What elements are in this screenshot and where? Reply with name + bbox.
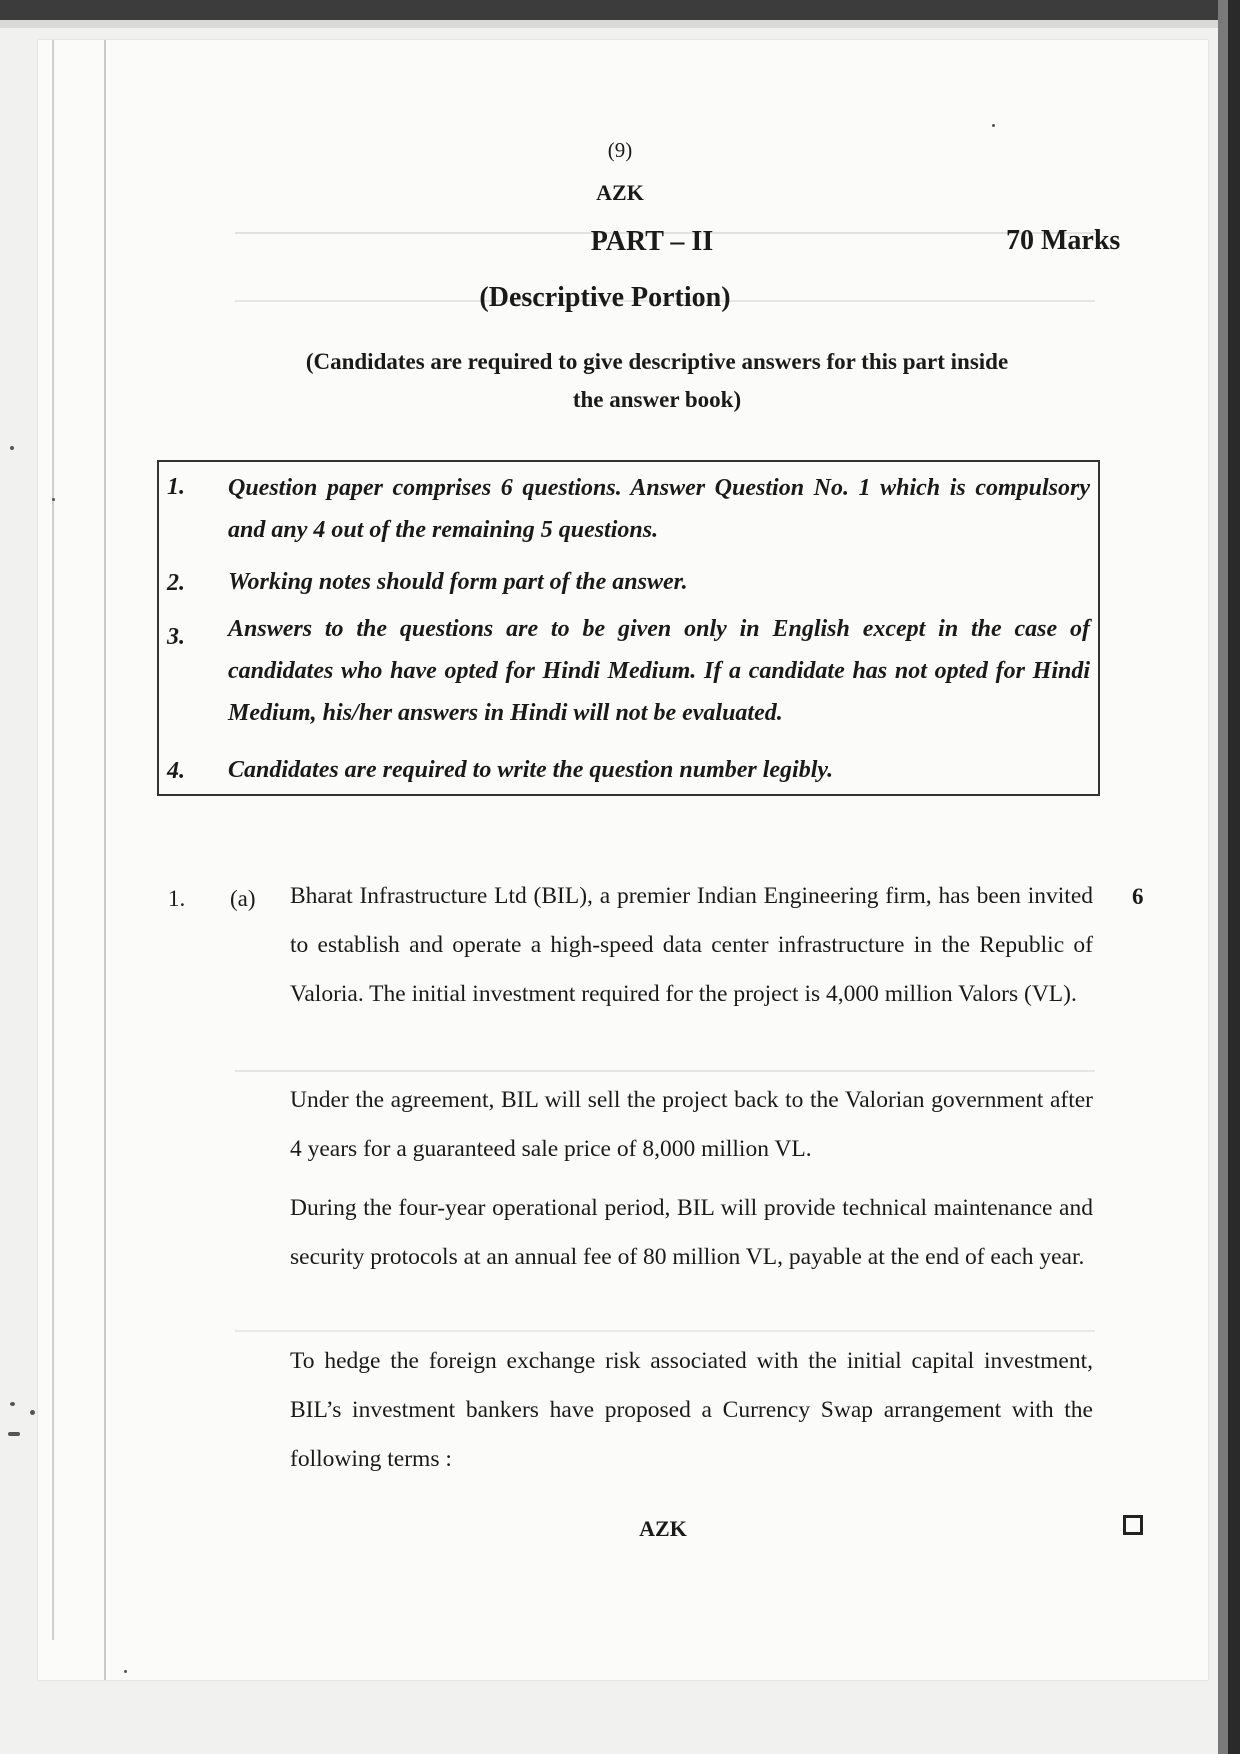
candidate-note-line: (Candidates are required to give descriptive answers for this part inside	[305, 349, 1009, 374]
scan-top-shadow	[0, 20, 1240, 28]
scan-right-shadow	[1218, 0, 1228, 1754]
total-marks: 70 Marks	[1006, 225, 1121, 256]
scan-speck	[10, 446, 14, 450]
footer-paper-code: AZK	[639, 1516, 687, 1541]
instruction-text: Question paper comprises 6 questions. Answer Question No. 1 which is compulsory and any 4 out of the remaining 5 questions.	[228, 475, 1090, 543]
question-subpart: (a)	[230, 886, 256, 911]
scan-speck	[52, 498, 55, 501]
candidate-note	[232, 343, 1082, 419]
instruction-text: Candidates are required to write the question number legibly.	[228, 757, 834, 783]
candidate-note-line: the answer book)	[572, 387, 742, 412]
question-paragraph: Under the agreement, BIL will sell the project back to the Valorian government after 4 years for a guaranteed sale price of 8,000 million VL.	[290, 1087, 1093, 1162]
scan-speck	[992, 124, 995, 127]
part-title: PART – II	[590, 226, 714, 257]
instruction-text: Working notes should form part of the answer.	[228, 569, 688, 595]
binding-line	[52, 40, 54, 1640]
question-paragraph: To hedge the foreign exchange risk associated with the initial capital investment, BIL’s investment bankers have proposed a Currency Swap arrangement with the following terms :	[290, 1348, 1093, 1472]
question-paragraph: During the four-year operational period, BIL will provide technical maintenance and security protocols at an annual fee of 80 million VL, payable at the end of each year.	[290, 1195, 1093, 1270]
question-paragraph: Bharat Infrastructure Ltd (BIL), a premier Indian Engineering firm, has been invited to establish and operate a high-speed data center infrastructure in the Republic of Valoria. The initial investment required for the project is 4,000 million Valors (VL).	[290, 883, 1093, 1007]
corner-square-icon	[1123, 1515, 1143, 1535]
instruction-number: 3.	[167, 624, 185, 650]
scan-speck	[124, 1670, 127, 1673]
question-marks: 6	[1132, 884, 1144, 909]
scan-speck	[8, 1432, 20, 1436]
scan-top-edge	[0, 0, 1240, 20]
instruction-number: 4.	[167, 758, 185, 784]
instruction-number: 1.	[167, 474, 185, 500]
instruction-text: Answers to the questions are to be given only in English except in the case of candidates who have opted for Hindi Medium. If a candidate has not opted for Hindi Medium, his/her answers in Hindi will not be evaluated.	[228, 616, 1090, 726]
page-number: (9)	[607, 138, 633, 162]
scan-speck	[10, 1402, 15, 1406]
scan-right-edge	[1228, 0, 1240, 1754]
question-number: 1.	[168, 886, 186, 911]
portion-title: (Descriptive Portion)	[479, 282, 731, 313]
paper-code: AZK	[596, 180, 644, 205]
scan-speck	[30, 1410, 35, 1415]
instruction-number: 2.	[167, 570, 185, 596]
